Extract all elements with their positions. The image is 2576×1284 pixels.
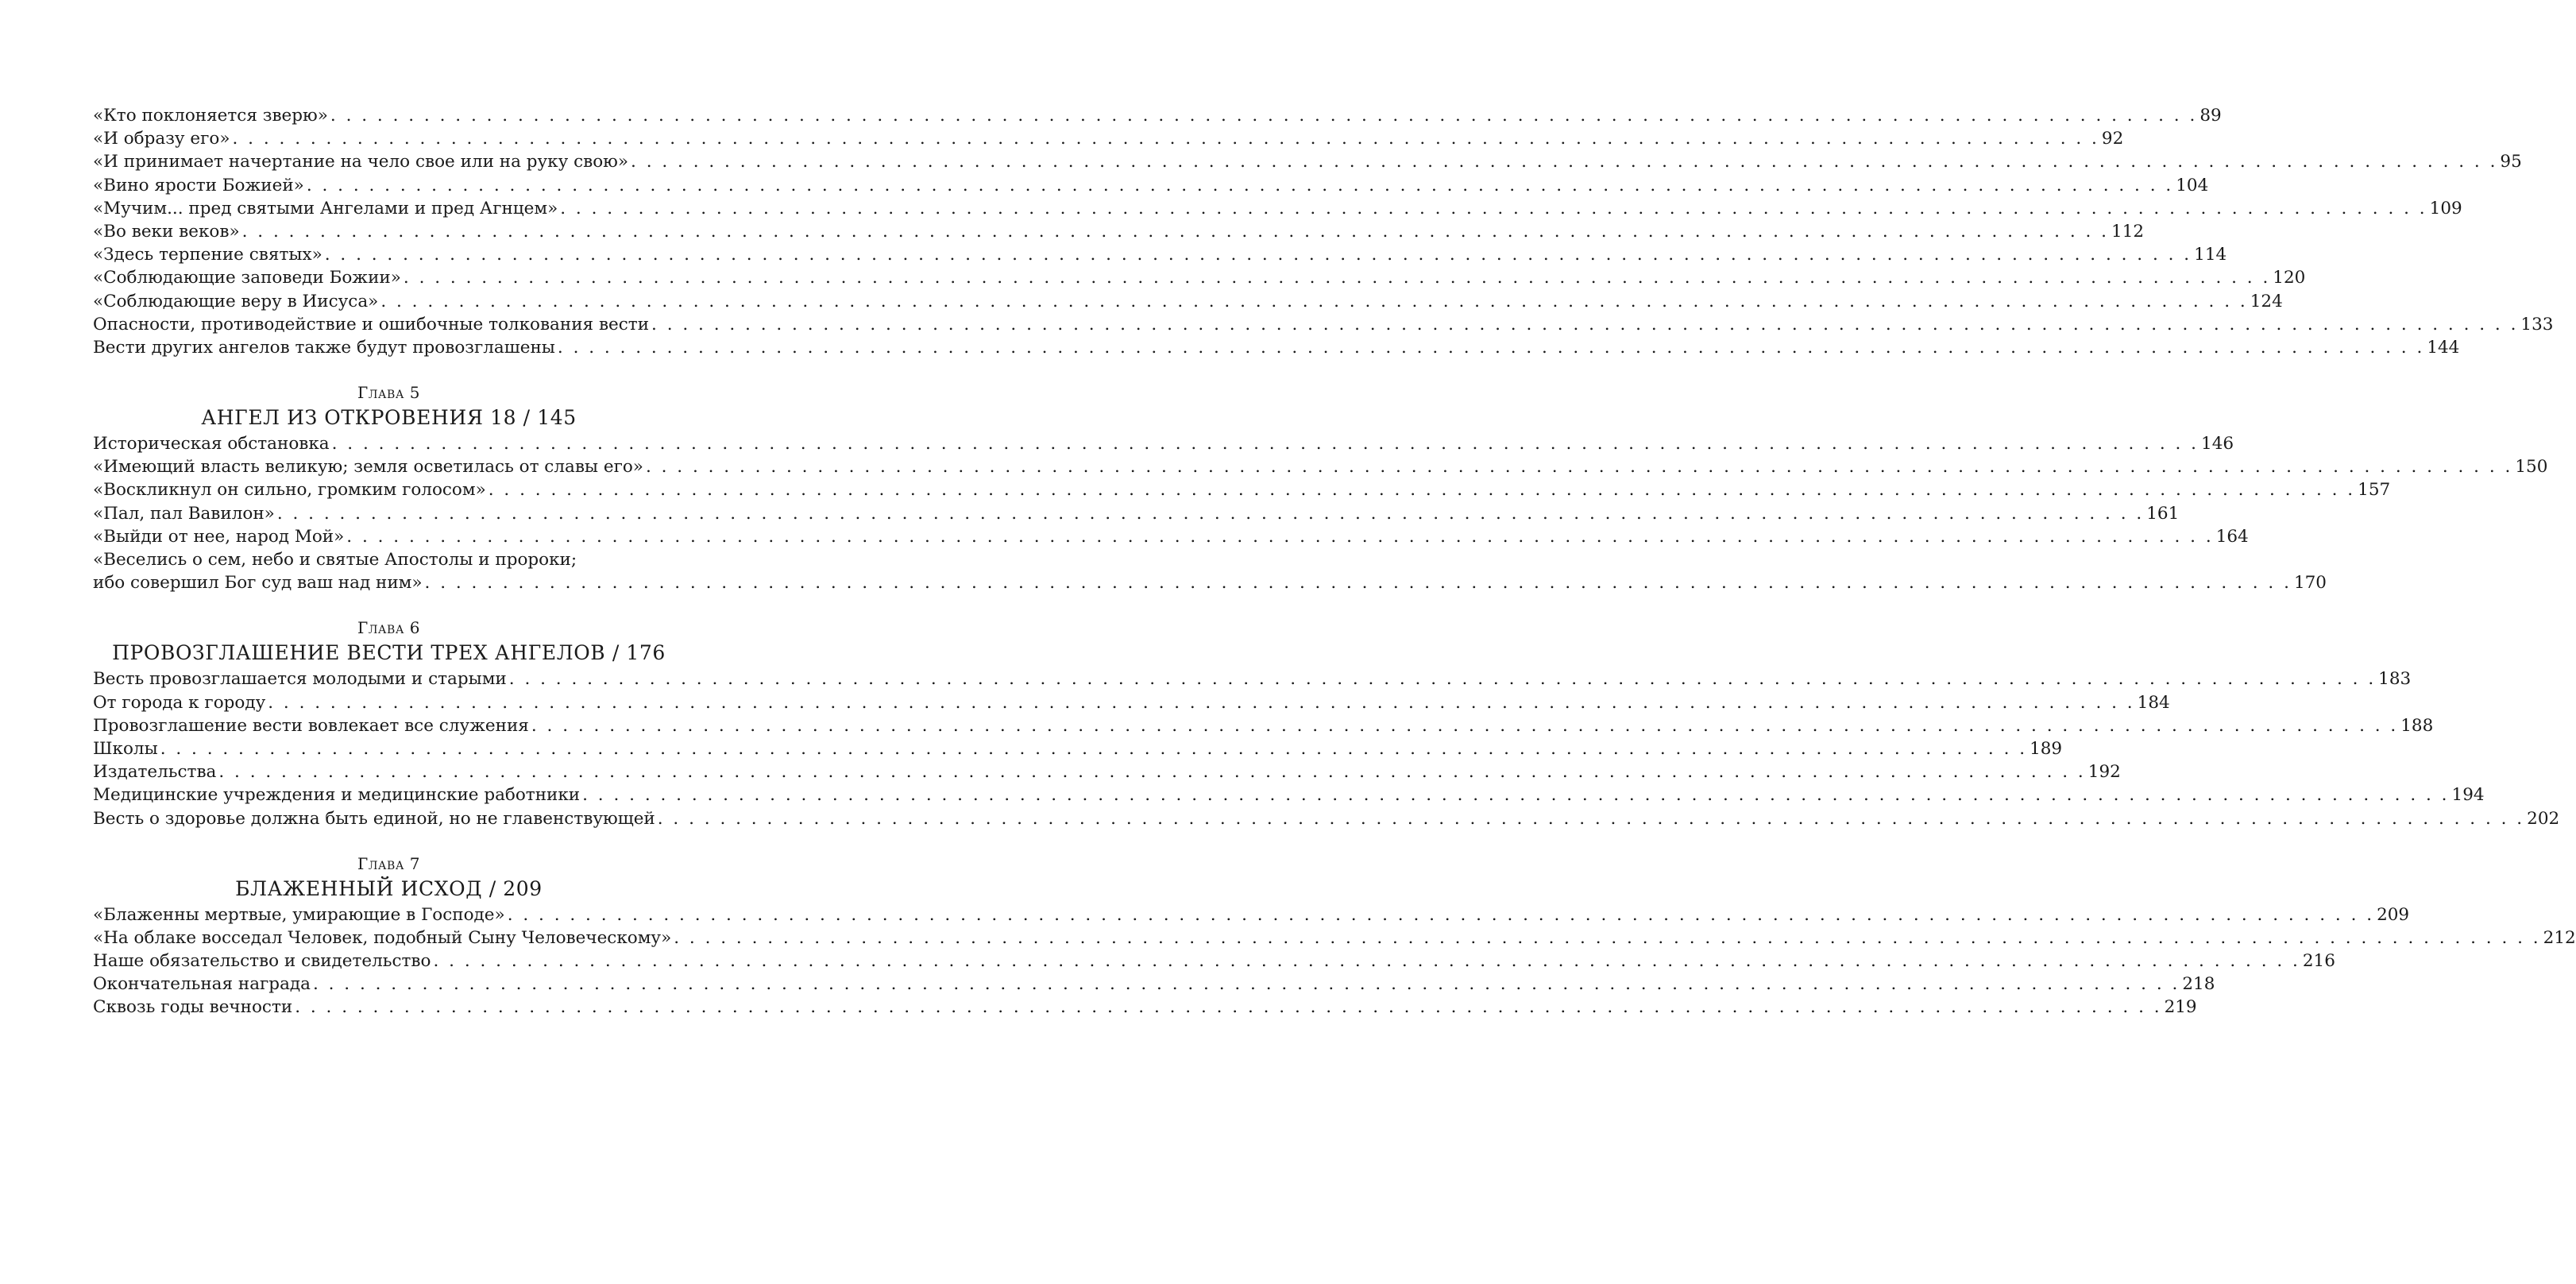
toc-entry: [93, 104, 2222, 127]
dot-leader: . . . . . . . . . . . . . . . . . . . . . . . . . . . . . . . . . . . . . . . . . . . . . . . . . . . . . . . . . . . . . . . . . . . . . . . . . . . . . . . . . . . . . . . . . . . . . . . . . . . . . . . . . . . . . . . . . . . . . . . .: [330, 106, 2198, 126]
toc-entry: [93, 807, 2560, 830]
dot-leader: . . . . . . . . . . . . . . . . . . . . . . . . . . . . . . . . . . . . . . . . . . . . . . . . . . . . . . . . . . . . . . . . . . . . . . . . . . . . . . . . . . . . . . . . . . . . . . . . . . . . . . . . . . . . . . . . . . . . . . . .: [674, 927, 2541, 948]
entry-title: Окончательная награда: [93, 974, 311, 995]
dot-leader: . . . . . . . . . . . . . . . . . . . . . . . . . . . . . . . . . . . . . . . . . . . . . . . . . . . . . . . . . . . . . . . . . . . . . . . . . . . . . . . . . . . . . . . . . . . . . . . . . . . . . . . . . . . . . . . . . . . . . . . .: [324, 245, 2192, 265]
page-number: 120: [2273, 268, 2306, 288]
entry-title: Медицинские учреждения и медицинские работники: [93, 785, 581, 806]
page-number: 144: [2427, 337, 2460, 358]
entry-title: «Здесь терпение святых»: [93, 245, 322, 265]
chapter-label: Глава 6: [357, 618, 420, 638]
toc-entry: [93, 760, 2121, 783]
entry-title: «Мучим... пред святыми Ангелами и пред Агнцем»: [93, 198, 558, 219]
page-number: 112: [2111, 221, 2145, 242]
toc-entry: [93, 714, 2434, 737]
entry-title: «Выйди от нее, народ Мой»: [93, 526, 345, 547]
entry-title: «Воскликнул он сильно, громким голосом»: [93, 480, 486, 501]
entry-title: Вести других ангелов также будут провозглашены: [93, 337, 555, 358]
dot-leader: . . . . . . . . . . . . . . . . . . . . . . . . . . . . . . . . . . . . . . . . . . . . . . . . . . . . . . . . . . . . . . . . . . . . . . . . . . . . . . . . . . . . . . . . . . . . . . . . . . . . . . . . . . . . . . . . . . . . . . . .: [582, 785, 2450, 806]
toc-entry: [93, 996, 2197, 1019]
table-of-contents: [93, 104, 2576, 1019]
page-number: 89: [2199, 106, 2222, 126]
page-number: 133: [2520, 314, 2554, 335]
entry-title: «И принимает начертание на чело свое или на руку свою»: [93, 152, 629, 172]
dot-leader: . . . . . . . . . . . . . . . . . . . . . . . . . . . . . . . . . . . . . . . . . . . . . . . . . . . . . . . . . . . . . . . . . . . . . . . . . . . . . . . . . . . . . . . . . . . . . . . . . . . . . . . . . . . . . . . . . . . . . . . .: [645, 457, 2513, 478]
toc-entry: [93, 949, 2335, 973]
dot-leader: . . . . . . . . . . . . . . . . . . . . . . . . . . . . . . . . . . . . . . . . . . . . . . . . . . . . . . . . . . . . . . . . . . . . . . . . . . . . . . . . . . . . . . . . . . . . . . . . . . . . . . . . . . . . . . . . . . . . . . . .: [346, 526, 2214, 547]
entry-title: Издательства: [93, 762, 217, 783]
toc-entry: [93, 266, 2306, 289]
toc-entry-line: «Веселись о сем, небо и святые Апостолы и пророки;: [93, 550, 577, 570]
page-number: 218: [2182, 974, 2215, 995]
dot-leader: . . . . . . . . . . . . . . . . . . . . . . . . . . . . . . . . . . . . . . . . . . . . . . . . . . . . . . . . . . . . . . . . . . . . . . . . . . . . . . . . . . . . . . . . . . . . . . . . . . . . . . . . . . . . . . . . . . . . . . . .: [433, 951, 2300, 972]
entry-title: «Кто поклоняется зверю»: [93, 106, 328, 126]
toc-entry: [93, 127, 2124, 150]
entry-title: «И образу его»: [93, 129, 230, 149]
page-number: 216: [2302, 951, 2335, 972]
page-number: 157: [2358, 480, 2391, 501]
chapter-title: БЛАЖЕННЫЙ ИСХОД / 209: [235, 876, 543, 900]
toc-entry: [93, 174, 2209, 197]
entry-title: «Имеющий власть великую; земля осветилась от славы его»: [93, 457, 643, 478]
toc-entry: [93, 243, 2227, 266]
page-number: 209: [2377, 904, 2410, 925]
entry-title: «На облаке восседал Человек, подобный Сыну Человеческому»: [93, 927, 672, 948]
toc-entry: [93, 973, 2215, 996]
chapter-label: Глава 7: [357, 853, 420, 873]
page-number: 146: [2201, 434, 2234, 454]
toc-entry: [93, 926, 2576, 949]
dot-leader: . . . . . . . . . . . . . . . . . . . . . . . . . . . . . . . . . . . . . . . . . . . . . . . . . . . . . . . . . . . . . . . . . . . . . . . . . . . . . . . . . . . . . . . . . . . . . . . . . . . . . . . . . . . . . . . . . . . . . . . .: [508, 669, 2377, 690]
chapter-label: Глава 5: [357, 383, 420, 403]
toc-entry: [93, 525, 2249, 548]
entry-title: «Блаженны мертвые, умирающие в Господе»: [93, 904, 505, 925]
toc-entry: [93, 220, 2145, 243]
entry-title: «Во веки веков»: [93, 221, 240, 242]
page-number: 184: [2137, 692, 2170, 713]
page-number: 212: [2543, 927, 2576, 948]
page-number: 202: [2527, 808, 2560, 829]
toc-entry: [93, 313, 2554, 336]
dot-leader: . . . . . . . . . . . . . . . . . . . . . . . . . . . . . . . . . . . . . . . . . . . . . . . . . . . . . . . . . . . . . . . . . . . . . . . . . . . . . . . . . . . . . . . . . . . . . . . . . . . . . . . . . . . . . . . . . . . . . . . .: [218, 762, 2086, 783]
toc-entry: [93, 197, 2462, 220]
dot-leader: . . . . . . . . . . . . . . . . . . . . . . . . . . . . . . . . . . . . . . . . . . . . . . . . . . . . . . . . . . . . . . . . . . . . . . . . . . . . . . . . . . . . . . . . . . . . . . . . . . . . . . . . . . . . . . . . . . . . . . . .: [651, 314, 2519, 335]
dot-leader: . . . . . . . . . . . . . . . . . . . . . . . . . . . . . . . . . . . . . . . . . . . . . . . . . . . . . . . . . . . . . . . . . . . . . . . . . . . . . . . . . . . . . . . . . . . . . . . . . . . . . . . . . . . . . . . . . . . . . . . .: [241, 221, 2110, 242]
dot-leader: . . . . . . . . . . . . . . . . . . . . . . . . . . . . . . . . . . . . . . . . . . . . . . . . . . . . . . . . . . . . . . . . . . . . . . . . . . . . . . . . . . . . . . . . . . . . . . . . . . . . . . . . . . . . . . . . . . . . . . . .: [160, 738, 2028, 759]
entry-title: «Пал, пал Вавилон»: [93, 503, 275, 524]
entry-title: От города к городу: [93, 692, 266, 713]
entry-title: ибо совершил Бог суд ваш над ним»: [93, 573, 423, 594]
page-number: 164: [2215, 526, 2249, 547]
section-gap: [93, 359, 685, 381]
section-gap: [93, 594, 685, 617]
dot-leader: . . . . . . . . . . . . . . . . . . . . . . . . . . . . . . . . . . . . . . . . . . . . . . . . . . . . . . . . . . . . . . . . . . . . . . . . . . . . . . . . . . . . . . . . . . . . . . . . . . . . . . . . . . . . . . . . . . . . . . . .: [531, 715, 2399, 736]
toc-entry: [93, 571, 2327, 594]
entry-title: Весть о здоровье должна быть единой, но не главенствующей: [93, 808, 655, 829]
chapter-title: ПРОВОЗГЛАШЕНИЕ ВЕСТИ ТРЕХ АНГЕЛОВ / 176: [112, 641, 666, 665]
dot-leader: . . . . . . . . . . . . . . . . . . . . . . . . . . . . . . . . . . . . . . . . . . . . . . . . . . . . . . . . . . . . . . . . . . . . . . . . . . . . . . . . . . . . . . . . . . . . . . . . . . . . . . . . . . . . . . . . . . . . . . . .: [232, 129, 2099, 149]
dot-leader: . . . . . . . . . . . . . . . . . . . . . . . . . . . . . . . . . . . . . . . . . . . . . . . . . . . . . . . . . . . . . . . . . . . . . . . . . . . . . . . . . . . . . . . . . . . . . . . . . . . . . . . . . . . . . . . . . . . . . . . .: [560, 198, 2427, 219]
entry-title: «Вино ярости Божией»: [93, 175, 304, 195]
page-number: 92: [2101, 129, 2124, 149]
page-number: 114: [2194, 245, 2227, 265]
page-number: 109: [2429, 198, 2462, 219]
toc-entry: [93, 432, 2234, 455]
entry-title: «Соблюдающие веру в Иисуса»: [93, 291, 379, 311]
chapter-title: АНГЕЛ ИЗ ОТКРОВЕНИЯ 18 / 145: [201, 406, 577, 430]
dot-leader: . . . . . . . . . . . . . . . . . . . . . . . . . . . . . . . . . . . . . . . . . . . . . . . . . . . . . . . . . . . . . . . . . . . . . . . . . . . . . . . . . . . . . . . . . . . . . . . . . . . . . . . . . . . . . . . . . . . . . . . .: [424, 573, 2292, 594]
page-number: 219: [2164, 997, 2197, 1018]
dot-leader: . . . . . . . . . . . . . . . . . . . . . . . . . . . . . . . . . . . . . . . . . . . . . . . . . . . . . . . . . . . . . . . . . . . . . . . . . . . . . . . . . . . . . . . . . . . . . . . . . . . . . . . . . . . . . . . . . . . . . . . .: [268, 692, 2135, 713]
dot-leader: . . . . . . . . . . . . . . . . . . . . . . . . . . . . . . . . . . . . . . . . . . . . . . . . . . . . . . . . . . . . . . . . . . . . . . . . . . . . . . . . . . . . . . . . . . . . . . . . . . . . . . . . . . . . . . . . . . . . . . . .: [488, 480, 2356, 501]
toc-entry: [93, 502, 2180, 525]
page-number: 150: [2515, 457, 2548, 478]
entry-title: Провозглашение вести вовлекает все служения: [93, 715, 529, 736]
toc-entry: [93, 290, 2283, 313]
toc-entry: [93, 903, 2410, 926]
entry-title: «Соблюдающие заповеди Божии»: [93, 268, 401, 288]
entry-title: Весть провозглашается молодыми и старыми: [93, 669, 507, 690]
page-number: 170: [2293, 573, 2327, 594]
toc-entry: [93, 737, 2063, 760]
entry-title: Историческая обстановка: [93, 434, 330, 454]
section-gap: [93, 830, 685, 853]
entry-title: Школы: [93, 738, 158, 759]
dot-leader: . . . . . . . . . . . . . . . . . . . . . . . . . . . . . . . . . . . . . . . . . . . . . . . . . . . . . . . . . . . . . . . . . . . . . . . . . . . . . . . . . . . . . . . . . . . . . . . . . . . . . . . . . . . . . . . . . . . . . . . .: [306, 175, 2174, 195]
dot-leader: . . . . . . . . . . . . . . . . . . . . . . . . . . . . . . . . . . . . . . . . . . . . . . . . . . . . . . . . . . . . . . . . . . . . . . . . . . . . . . . . . . . . . . . . . . . . . . . . . . . . . . . . . . . . . . . . . . . . . . . .: [557, 337, 2425, 358]
page-number: 95: [2500, 152, 2522, 172]
dot-leader: . . . . . . . . . . . . . . . . . . . . . . . . . . . . . . . . . . . . . . . . . . . . . . . . . . . . . . . . . . . . . . . . . . . . . . . . . . . . . . . . . . . . . . . . . . . . . . . . . . . . . . . . . . . . . . . . . . . . . . . .: [631, 152, 2498, 172]
dot-leader: . . . . . . . . . . . . . . . . . . . . . . . . . . . . . . . . . . . . . . . . . . . . . . . . . . . . . . . . . . . . . . . . . . . . . . . . . . . . . . . . . . . . . . . . . . . . . . . . . . . . . . . . . . . . . . . . . . . . . . . .: [331, 434, 2199, 454]
toc-entry: [93, 455, 2548, 478]
toc-entry: [93, 478, 2391, 501]
dot-leader: . . . . . . . . . . . . . . . . . . . . . . . . . . . . . . . . . . . . . . . . . . . . . . . . . . . . . . . . . . . . . . . . . . . . . . . . . . . . . . . . . . . . . . . . . . . . . . . . . . . . . . . . . . . . . . . . . . . . . . . .: [403, 268, 2271, 288]
dot-leader: . . . . . . . . . . . . . . . . . . . . . . . . . . . . . . . . . . . . . . . . . . . . . . . . . . . . . . . . . . . . . . . . . . . . . . . . . . . . . . . . . . . . . . . . . . . . . . . . . . . . . . . . . . . . . . . . . . . . . . . .: [380, 291, 2248, 311]
toc-entry: [93, 783, 2485, 806]
page-number: 189: [2030, 738, 2063, 759]
toc-entry: [93, 691, 2170, 714]
page-number: 161: [2146, 503, 2180, 524]
dot-leader: . . . . . . . . . . . . . . . . . . . . . . . . . . . . . . . . . . . . . . . . . . . . . . . . . . . . . . . . . . . . . . . . . . . . . . . . . . . . . . . . . . . . . . . . . . . . . . . . . . . . . . . . . . . . . . . . . . . . . . . .: [312, 974, 2180, 995]
page-number: 104: [2176, 175, 2209, 195]
dot-leader: . . . . . . . . . . . . . . . . . . . . . . . . . . . . . . . . . . . . . . . . . . . . . . . . . . . . . . . . . . . . . . . . . . . . . . . . . . . . . . . . . . . . . . . . . . . . . . . . . . . . . . . . . . . . . . . . . . . . . . . .: [276, 503, 2145, 524]
page-number: 124: [2250, 291, 2283, 311]
entry-title: Наше обязательство и свидетельство: [93, 951, 431, 972]
page-number: 183: [2378, 669, 2412, 690]
entry-title: Опасности, противодействие и ошибочные толкования вести: [93, 314, 650, 335]
toc-entry: [93, 150, 2522, 173]
page-number: 192: [2087, 762, 2121, 783]
entry-title: Сквозь годы вечности: [93, 997, 293, 1018]
page-number: 188: [2400, 715, 2434, 736]
dot-leader: . . . . . . . . . . . . . . . . . . . . . . . . . . . . . . . . . . . . . . . . . . . . . . . . . . . . . . . . . . . . . . . . . . . . . . . . . . . . . . . . . . . . . . . . . . . . . . . . . . . . . . . . . . . . . . . . . . . . . . . .: [507, 904, 2375, 925]
toc-entry: [93, 336, 2460, 359]
toc-entry: [93, 667, 2412, 690]
dot-leader: . . . . . . . . . . . . . . . . . . . . . . . . . . . . . . . . . . . . . . . . . . . . . . . . . . . . . . . . . . . . . . . . . . . . . . . . . . . . . . . . . . . . . . . . . . . . . . . . . . . . . . . . . . . . . . . . . . . . . . . .: [295, 997, 2162, 1018]
dot-leader: . . . . . . . . . . . . . . . . . . . . . . . . . . . . . . . . . . . . . . . . . . . . . . . . . . . . . . . . . . . . . . . . . . . . . . . . . . . . . . . . . . . . . . . . . . . . . . . . . . . . . . . . . . . . . . . . . . . . . . . .: [657, 808, 2525, 829]
page-number: 194: [2451, 785, 2485, 806]
